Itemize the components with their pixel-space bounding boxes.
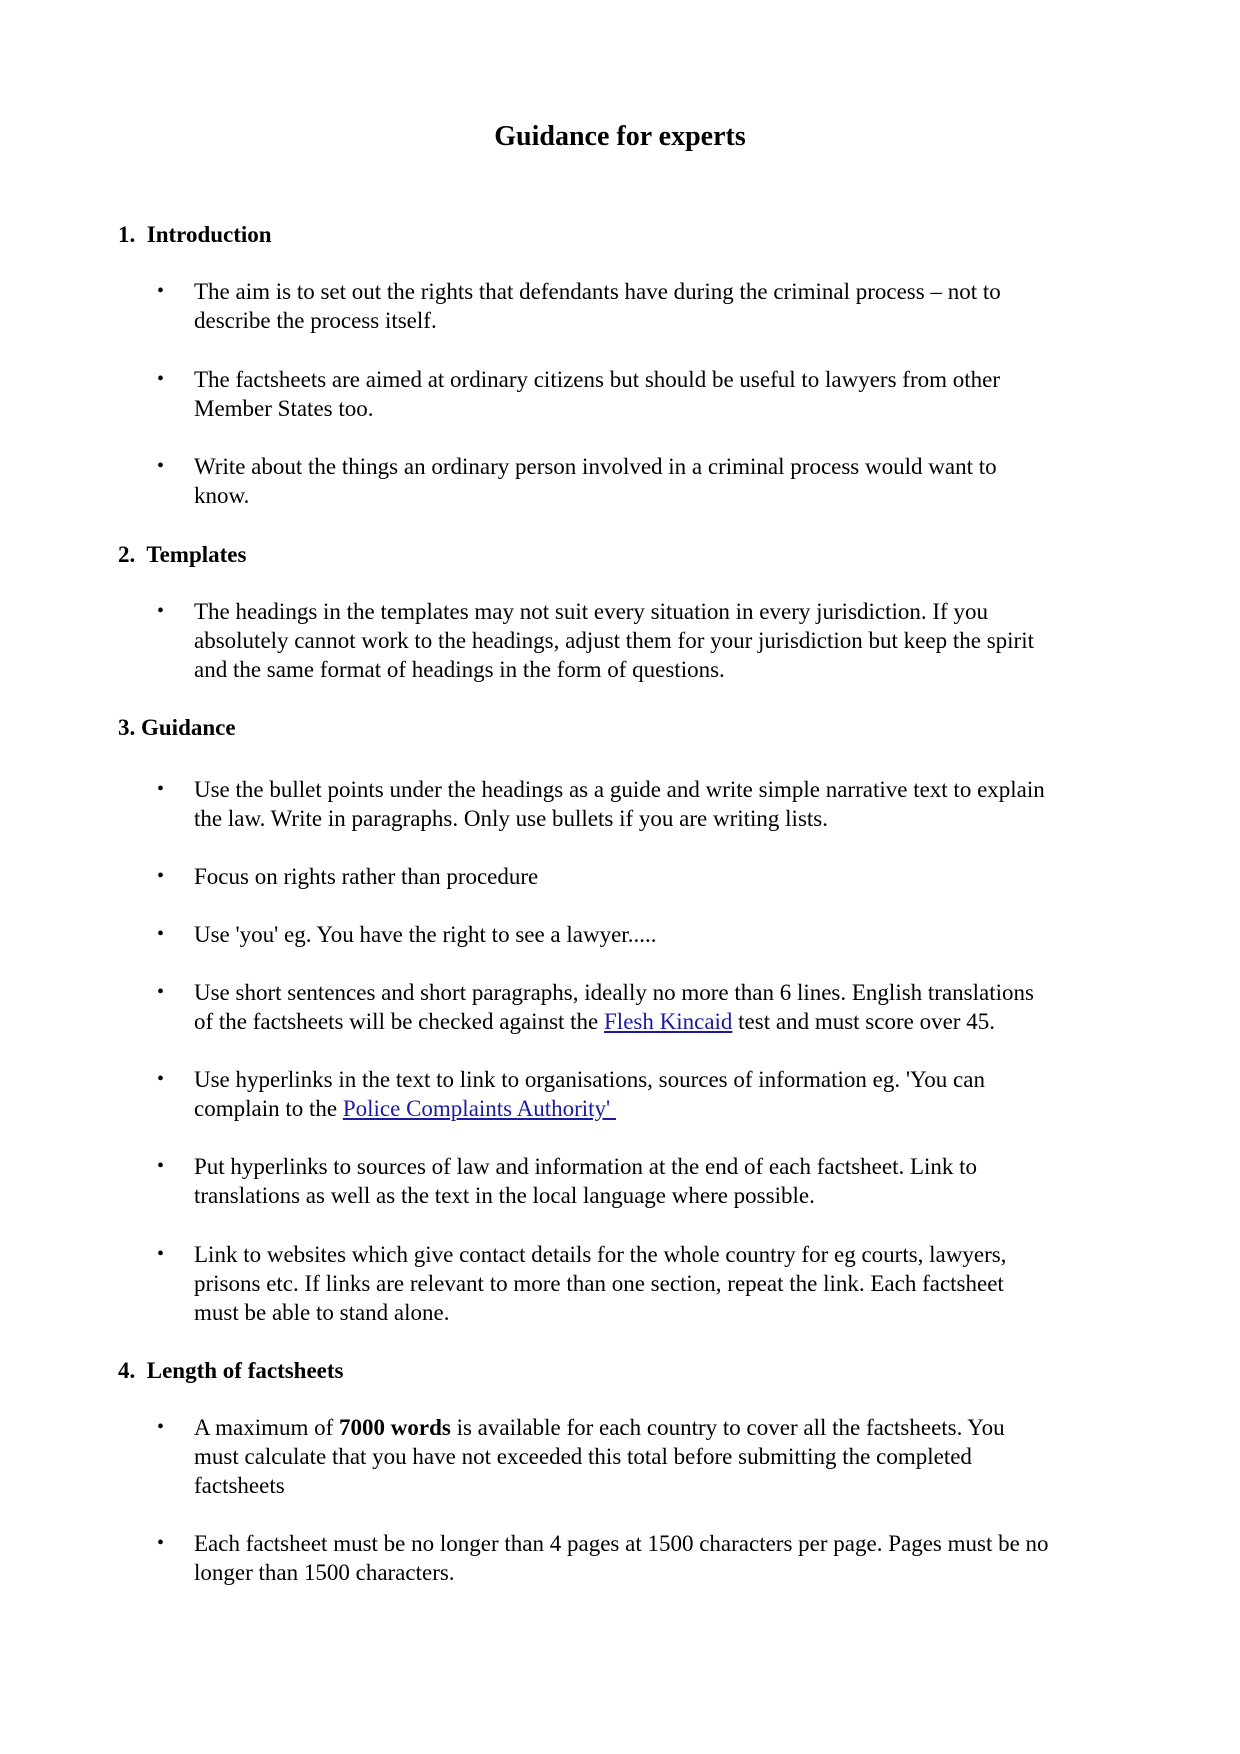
bullet-icon: • [157, 865, 165, 887]
section-heading-length-of-factsheets [118, 1356, 344, 1385]
list-item-text: Use the bullet points under the headings as a guide and write simple narrative text to explain the law. Write in paragraphs. Only use bullets if you are writing lists. [194, 777, 1045, 831]
bullet-icon: • [157, 1532, 165, 1554]
word-limit-emphasis: 7000 words [339, 1415, 451, 1440]
section-number: 1. [118, 222, 136, 247]
bullet-icon: • [157, 455, 165, 477]
list-item-text: The factsheets are aimed at ordinary citizens but should be useful to lawyers from other Member States too. [194, 367, 1000, 421]
document-title: Guidance for experts [494, 121, 746, 152]
list-item-text: The aim is to set out the rights that defendants have during the criminal process – not to describe the process itself. [194, 279, 1001, 333]
bullet-icon: • [157, 1068, 165, 1090]
section-heading-templates [118, 540, 246, 569]
section-number: 2. [118, 542, 136, 567]
list-item-text: Use 'you' eg. You have the right to see a lawyer..... [194, 922, 657, 947]
police-complaints-authority-link[interactable]: Police Complaints Authority' [342, 1096, 616, 1121]
list-item-text: Link to websites which give contact details for the whole country for eg courts, lawyers, prisons etc. If links are relevant to more than one section, repeat the link. Each factsheet must be able to stand alone. [194, 1242, 1007, 1325]
flesh-kincaid-link[interactable]: Flesh Kincaid [604, 1009, 733, 1034]
list-item-text: Use hyperlinks in the text to link to organisations, sources of information eg. 'You can complain to the Police Complaints Authority' [194, 1067, 985, 1121]
bullet-icon: • [157, 981, 165, 1003]
bullet-icon: • [157, 600, 165, 622]
bullet-icon: • [157, 1243, 165, 1265]
section-title: Guidance [141, 715, 236, 740]
bullet-icon: • [157, 1416, 165, 1438]
section-title: Introduction [146, 222, 272, 247]
list-item-text: A maximum of 7000 words is available for each country to cover all the factsheets. You must calculate that you have not exceeded this total before submitting the completed factsheets [194, 1415, 1005, 1498]
list-item-text: Write about the things an ordinary person involved in a criminal process would want to know. [194, 454, 997, 508]
bullet-icon: • [157, 923, 165, 945]
section-number: 4. [118, 1358, 136, 1383]
list-item-text: Focus on rights rather than procedure [194, 864, 539, 889]
section-number: 3. [118, 715, 136, 740]
section-title: Templates [146, 542, 247, 567]
list-item-text: Put hyperlinks to sources of law and information at the end of each factsheet. Link to translations as well as the text in the local language where possible. [194, 1154, 978, 1208]
list-item-text: Use short sentences and short paragraphs, ideally no more than 6 lines. English translations of the factsheets will be checked against the Flesh Kincaid test and must score over 45. [194, 980, 1034, 1034]
bullet-icon: • [157, 778, 165, 800]
list-item-text: The headings in the templates may not suit every situation in every jurisdiction. If you absolutely cannot work to the headings, adjust them for your jurisdiction but keep the spirit and the same format of headings in the form of questions. [194, 599, 1034, 682]
bullet-icon: • [157, 368, 165, 390]
section-heading-guidance [118, 713, 236, 742]
section-title: Length of factsheets [146, 1358, 344, 1383]
bullet-icon: • [157, 1155, 165, 1177]
bullet-icon: • [157, 280, 165, 302]
section-heading-introduction [118, 220, 272, 249]
list-item-text: Each factsheet must be no longer than 4 pages at 1500 characters per page. Pages must be no longer than 1500 characters. [194, 1531, 1049, 1585]
